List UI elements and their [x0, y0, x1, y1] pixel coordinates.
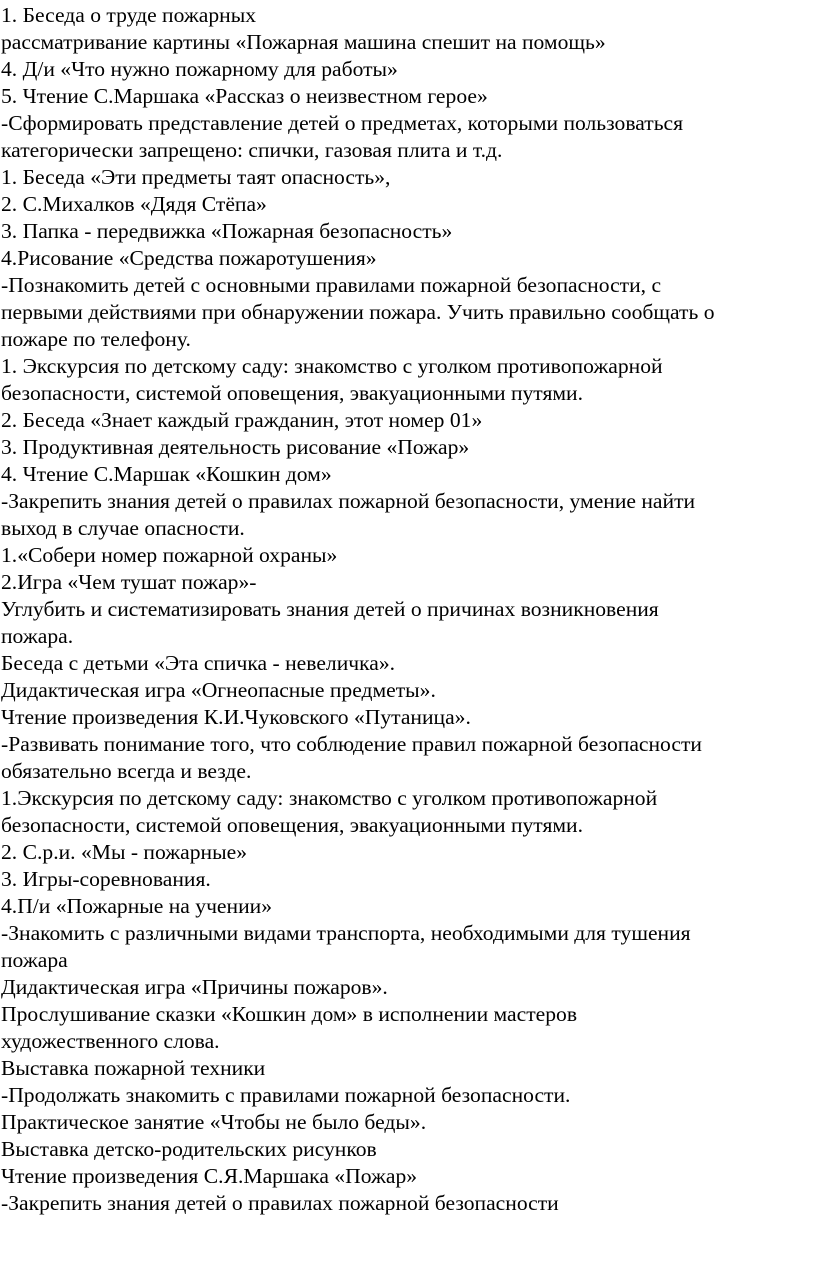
text-line: -Знакомить с различными видами транспорта, необходимыми для тушения	[1, 921, 691, 945]
text-line: -Продолжать знакомить с правилами пожарной безопасности.	[1, 1083, 571, 1107]
text-line: безопасности, системой оповещения, эвакуационными путями.	[1, 813, 584, 837]
text-line: безопасности, системой оповещения, эвакуационными путями.	[1, 381, 584, 405]
text-line: первыми действиями при обнаружении пожара. Учить правильно сообщать о	[1, 300, 715, 324]
text-line: -Сформировать представление детей о предметах, которыми пользоваться	[1, 111, 684, 135]
text-line: обязательно всегда и везде.	[1, 759, 252, 783]
text-line: Практическое занятие «Чтобы не было беды».	[1, 1110, 427, 1134]
text-line: 5. Чтение С.Маршака «Рассказ о неизвестном герое»	[1, 84, 488, 108]
text-line: Выставка детско-родительских рисунков	[1, 1137, 377, 1161]
text-line: 1.«Собери номер пожарной охраны»	[1, 543, 338, 567]
text-line: -Закрепить знания детей о правилах пожарной безопасности, умение найти	[1, 489, 696, 513]
text-line: 2.Игра «Чем тушат пожар»-	[1, 570, 257, 594]
text-line: 2. Беседа «Знает каждый гражданин, этот номер 01»	[1, 408, 483, 432]
text-line: 4. Чтение С.Маршак «Кошкин дом»	[1, 462, 332, 486]
text-line: выход в случае опасности.	[1, 516, 245, 540]
text-line: 1. Беседа о труде пожарных	[1, 3, 257, 27]
text-line: 1. Беседа «Эти предметы таят опасность»,	[1, 165, 391, 189]
text-line: 4.Рисование «Средства пожаротушения»	[1, 246, 377, 270]
text-line: 2. С.Михалков «Дядя Стёпа»	[1, 192, 267, 216]
text-line: -Познакомить детей с основными правилами пожарной безопасности, с	[1, 273, 662, 297]
text-line: Дидактическая игра «Огнеопасные предметы».	[1, 678, 436, 702]
text-line: 4. Д/и «Что нужно пожарному для работы»	[1, 57, 398, 81]
text-line: Выставка пожарной техники	[1, 1056, 266, 1080]
text-line: 3. Продуктивная деятельность рисование «Пожар»	[1, 435, 470, 459]
text-line: категорически запрещено: спички, газовая плита и т.д.	[1, 138, 503, 162]
text-line: 4.П/и «Пожарные на учении»	[1, 894, 272, 918]
text-line: пожара	[1, 948, 68, 972]
text-line: 3. Игры-соревнования.	[1, 867, 211, 891]
text-line: рассматривание картины «Пожарная машина спешит на помощь»	[1, 30, 606, 54]
text-line: 1. Экскурсия по детскому саду: знакомство с уголком противопожарной	[1, 354, 663, 378]
text-line: Чтение произведения К.И.Чуковского «Путаница».	[1, 705, 471, 729]
text-line: 3. Папка - передвижка «Пожарная безопасность»	[1, 219, 453, 243]
text-line: Прослушивание сказки «Кошкин дом» в исполнении мастеров	[1, 1002, 578, 1026]
text-line: пожара.	[1, 624, 74, 648]
text-line: -Развивать понимание того, что соблюдение правил пожарной безопасности	[1, 732, 702, 756]
text-line: Углубить и систематизировать знания детей о причинах возникновения	[1, 597, 659, 621]
text-line: 1.Экскурсия по детскому саду: знакомство с уголком противопожарной	[1, 786, 658, 810]
text-line: Чтение произведения С.Я.Маршака «Пожар»	[1, 1164, 418, 1188]
text-line: -Закрепить знания детей о правилах пожарной безопасности	[1, 1191, 559, 1215]
text-line: пожаре по телефону.	[1, 327, 191, 351]
text-line: Дидактическая игра «Причины пожаров».	[1, 975, 388, 999]
text-line: Беседа с детьми «Эта спичка - невеличка».	[1, 651, 396, 675]
text-line: художественного слова.	[1, 1029, 220, 1053]
text-line: 2. С.р.и. «Мы - пожарные»	[1, 840, 247, 864]
